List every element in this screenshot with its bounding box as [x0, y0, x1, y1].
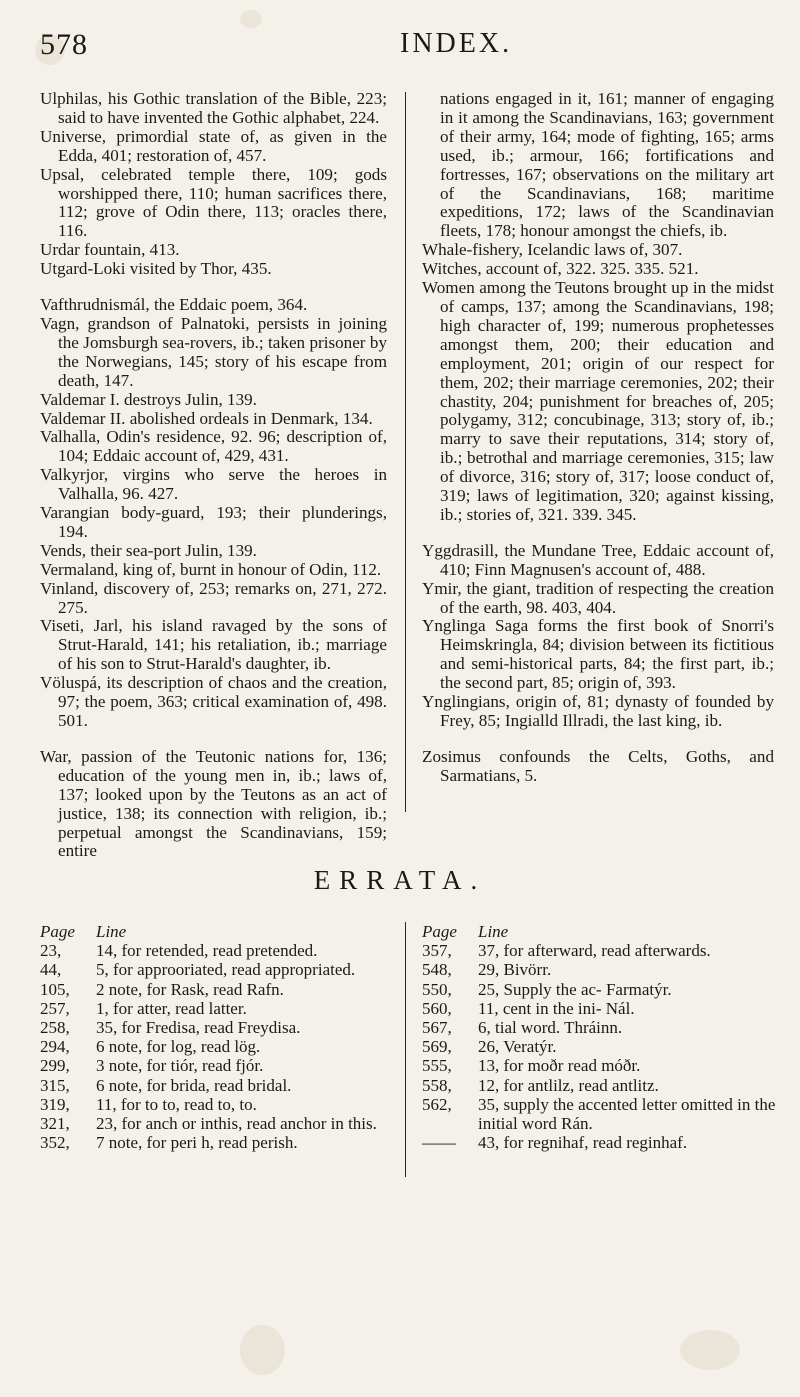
index-column-right	[422, 90, 774, 786]
errata-row	[40, 1076, 380, 1095]
errata-row	[422, 999, 782, 1018]
paper-stain	[680, 1330, 740, 1370]
errata-row	[422, 960, 782, 979]
index-entry: Universe, primordial state of, as given in the Edda, 401; restoration of, 457.	[40, 126, 387, 165]
index-entry: Women among the Teutons brought up in the midst of camps, 137; among the Scandinavians, 198; high character of, 199; numerous prophetesses amongst them, 200; their education and employment, 201; origin of our respect for them, 202; their marriage ceremonies, 202; their chastity, 204; punishment for breaches of, 205; polygamy, 312; concubinage, 313; story of, ib.; marry to save their reputations, 314; story of, ib.; betrothal and marriage ceremonies, 315; law of divorce, 316; story of, 317; loose conduct of, 319; laws of legitimation, 320; against kissing, ib.; stories of, 321. 339. 345.	[422, 278, 774, 524]
errata-page: 257,	[40, 998, 70, 1018]
index-entry: Ynglinga Saga forms the first book of Snorri's Heimskringla, 84; division between its fictitious and semi-historical parts, 84; the first part, ib.; the second part, 85; origin of, 393.	[422, 616, 774, 693]
errata-row	[40, 1056, 380, 1075]
errata-correction: 1, for atter, read latter.	[96, 998, 247, 1018]
errata-divider	[405, 922, 406, 1177]
errata-correction: 23, for anch or inthis, read anchor in this.	[96, 1114, 377, 1134]
errata-title: ERRATA.	[313, 865, 487, 895]
errata-row	[422, 1056, 782, 1075]
errata-row	[40, 960, 380, 979]
errata-page: 555,	[422, 1056, 452, 1076]
errata-correction: 14, for retended, read pretended.	[96, 941, 318, 961]
errata-row	[422, 1018, 782, 1037]
section-gap	[422, 525, 774, 542]
errata-row	[40, 999, 380, 1018]
index-entry-continuation: nations engaged in it, 161; manner of engaging in it among the Scandinavians, 163; government of their army, 164; mode of fighting, 165; arms used, ib.; armour, 166; fortifications and fortresses, 167; observations on the military art of the Scandinavians, 168; maritime expeditions, 172; laws of the Scandinavian fleets, 178; honour amongst the chiefs, ib.	[440, 89, 774, 241]
errata-row	[422, 941, 782, 960]
errata-page: 321,	[40, 1114, 70, 1134]
index-entry: Ulphilas, his Gothic translation of the Bible, 223; said to have invented the Gothic alphabet, 224.	[40, 89, 387, 127]
index-entry: Utgard-Loki visited by Thor, 435.	[40, 259, 272, 279]
errata-header-row	[40, 922, 380, 941]
index-entry: Varangian body-guard, 193; their plunderings, 194.	[40, 503, 387, 541]
errata-page: 357,	[422, 941, 452, 961]
paper-stain	[240, 10, 262, 28]
errata-row	[40, 941, 380, 960]
errata-row	[40, 1018, 380, 1037]
errata-col-line: Line	[96, 922, 127, 941]
errata-row	[422, 980, 782, 999]
errata-page: ——	[422, 1133, 456, 1153]
errata-correction: 6 note, for brida, read bridal.	[96, 1075, 292, 1095]
errata-page: 569,	[422, 1037, 452, 1057]
index-entry: Ynglingians, origin of, 81; dynasty of founded by Frey, 85; Ingialld Illradi, the last king, ib.	[422, 692, 774, 730]
errata-column-right	[422, 922, 782, 1152]
errata-page: 258,	[40, 1018, 70, 1038]
index-entry: Vends, their sea-port Julin, 139.	[40, 540, 257, 560]
errata-correction: 35, supply the accented letter omitted in the initial word Rán.	[478, 1094, 776, 1134]
errata-page: 105,	[40, 979, 70, 999]
index-entry: Yggdrasill, the Mundane Tree, Eddaic account of, 410; Finn Magnusen's account of, 488.	[422, 540, 774, 579]
errata-correction: 12, for antlilz, read antlitz.	[478, 1075, 659, 1095]
errata-header-row	[422, 922, 782, 941]
errata-page: 319,	[40, 1094, 70, 1114]
errata-row	[40, 980, 380, 999]
errata-page: 315,	[40, 1075, 70, 1095]
page-header	[40, 28, 770, 62]
index-entry: Vinland, discovery of, 253; remarks on, 271, 272. 275.	[40, 578, 387, 617]
section-gap	[40, 279, 387, 296]
index-entry: Upsal, celebrated temple there, 109; gods worshipped there, 110; human sacrifices there, 112; grove of Odin there, 113; oracles there, 116.	[40, 164, 387, 241]
index-entry: Whale-fishery, Icelandic laws of, 307.	[422, 240, 683, 260]
index-column-left	[40, 90, 387, 861]
errata-row	[422, 1095, 782, 1133]
errata-correction: 29, Bivörr.	[478, 960, 552, 980]
index-entry: Zosimus confounds the Celts, Goths, and Sarmatians, 5.	[422, 746, 774, 785]
section-gap	[422, 731, 774, 748]
index-entry: Vermaland, king of, burnt in honour of Odin, 112.	[40, 559, 382, 579]
errata-page: 548,	[422, 960, 452, 980]
errata-correction: 11, cent in the ini- Nál.	[478, 998, 635, 1018]
errata-page: 560,	[422, 998, 452, 1018]
errata-page: 294,	[40, 1037, 70, 1057]
index-entry: Urdar fountain, 413.	[40, 240, 180, 260]
errata-row	[40, 1133, 380, 1152]
page-number: 578	[40, 28, 88, 61]
index-entry: Vagn, grandson of Palnatoki, persists in joining the Jomsburgh sea-rovers, ib.; taken prisoner by the Norwegians, 145; story of his escape from death, 147.	[40, 313, 387, 390]
errata-row	[40, 1114, 380, 1133]
errata-correction: 35, for Fredisa, read Freydisa.	[96, 1018, 301, 1038]
index-entry: Viseti, Jarl, his island ravaged by the sons of Strut-Harald, 141; his retaliation, ib.; marriage of his son to Strut-Harald's daughter, ib.	[40, 616, 387, 674]
errata-correction: 6, tial word. Thráinn.	[478, 1018, 623, 1038]
errata-column-left	[40, 922, 380, 1152]
column-divider	[405, 92, 406, 812]
errata-page: 550,	[422, 979, 452, 999]
errata-correction: 5, for approoriated, read appropriated.	[96, 960, 356, 980]
running-head: INDEX.	[400, 28, 513, 59]
index-entry: Witches, account of, 322. 325. 335. 521.	[422, 259, 699, 279]
errata-correction: 3 note, for tiór, read fjór.	[96, 1056, 264, 1076]
errata-page: 299,	[40, 1056, 70, 1076]
errata-col-line: Line	[478, 922, 509, 941]
errata-page: 352,	[40, 1133, 70, 1153]
errata-correction: 43, for regnihaf, read reginhaf.	[478, 1133, 688, 1153]
errata-correction: 37, for afterward, read afterwards.	[478, 941, 711, 961]
errata-correction: 2 note, for Rask, read Rafn.	[96, 979, 284, 999]
errata-row	[422, 1076, 782, 1095]
index-entry: Valhalla, Odin's residence, 92. 96; description of, 104; Eddaic account of, 429, 431.	[40, 427, 387, 466]
errata-row	[40, 1037, 380, 1056]
index-entry: Valdemar II. abolished ordeals in Denmark, 134.	[40, 408, 373, 428]
errata-page: 562,	[422, 1094, 452, 1114]
errata-correction: 25, Supply the ac- Farmatýr.	[478, 979, 672, 999]
errata-col-page: Page	[422, 922, 457, 941]
index-entry: Valdemar I. destroys Julin, 139.	[40, 389, 257, 409]
index-entry: War, passion of the Teutonic nations for, 136; education of the young men in, ib.; laws of, 137; looked upon by the Teutons as an act of justice, 138; its connection with religion, ib.; perpetual amongst the Scandinavians, 159; entire	[40, 746, 387, 861]
index-entry: Ymir, the giant, tradition of respecting the creation of the earth, 98. 403, 404.	[422, 578, 774, 617]
errata-correction: 26, Veratýr.	[478, 1037, 557, 1057]
index-entry: Valkyrjor, virgins who serve the heroes in Valhalla, 96. 427.	[40, 465, 387, 504]
errata-correction: 7 note, for peri h, read perish.	[96, 1133, 298, 1153]
errata-correction: 13, for moðr read móðr.	[478, 1056, 641, 1076]
errata-row	[422, 1037, 782, 1056]
index-entry: Völuspá, its description of chaos and the creation, 97; the poem, 363; critical examination of, 498. 501.	[40, 673, 387, 730]
errata-page: 567,	[422, 1018, 452, 1038]
section-gap	[40, 731, 387, 748]
errata-page: 44,	[40, 960, 62, 980]
errata-page: 558,	[422, 1075, 452, 1095]
errata-row	[422, 1133, 782, 1152]
errata-row	[40, 1095, 380, 1114]
errata-correction: 11, for to to, read to, to.	[96, 1094, 257, 1114]
errata-correction: 6 note, for log, read lög.	[96, 1037, 261, 1057]
paper-stain	[240, 1325, 285, 1375]
index-entry: Vafthrudnismál, the Eddaic poem, 364.	[40, 295, 308, 315]
errata-page: 23,	[40, 941, 62, 961]
errata-col-page: Page	[40, 922, 75, 941]
